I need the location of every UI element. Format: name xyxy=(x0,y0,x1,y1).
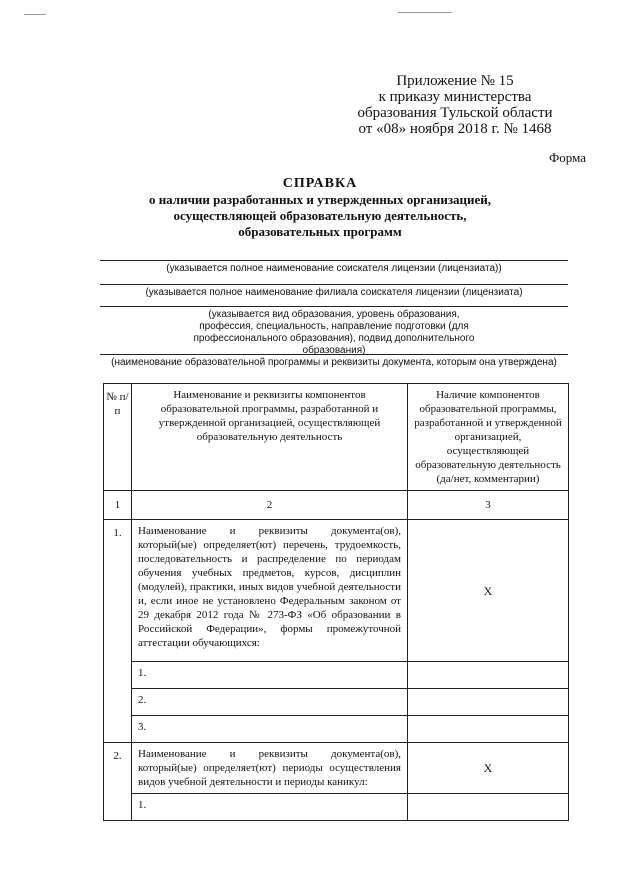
row-number: 2. xyxy=(104,743,132,821)
document-header xyxy=(350,73,560,137)
components-table xyxy=(103,383,569,821)
table-subrow xyxy=(104,662,569,689)
table-header-row xyxy=(104,384,569,491)
subrow-number: 2. xyxy=(132,689,408,716)
header-line: образования Тульской области xyxy=(357,105,553,121)
column-numbers-row xyxy=(104,491,569,520)
title-line: о наличии разработанных и утвержденных организацией, xyxy=(148,192,492,207)
table-row xyxy=(104,743,569,794)
fill-hint: (указывается вид образования, уровень образования, профессия, специальность, направление подготовки (для профессионального образования), подвид дополнительного образования) xyxy=(193,309,475,356)
header-line: от «08» ноября 2018 г. № 1468 xyxy=(358,121,552,137)
subrow-number: 1. xyxy=(132,794,408,821)
table-subrow xyxy=(104,716,569,743)
title-main: СПРАВКА xyxy=(282,176,358,191)
fill-rule xyxy=(100,306,568,307)
row-mark: Х xyxy=(408,520,569,662)
header-components: Наименование и реквизиты компонентов образовательной программы, разработанной и утвержденной организацией, осуществляющей образовательную деятельность xyxy=(132,384,408,491)
scan-mark-left xyxy=(24,14,46,15)
fill-line-education-type xyxy=(100,306,568,357)
column-number: 2 xyxy=(132,491,408,520)
fill-hint: (указывается полное наименование филиала соискателя лицензии (лицензиата) xyxy=(145,287,523,298)
column-number: 1 xyxy=(104,491,132,520)
fill-line-applicant xyxy=(100,260,568,275)
row-description: Наименование и реквизиты документа(ов), который(ые) определяет(ют) периоды осуществления видов учебной деятельности и периоды каникул: xyxy=(132,743,408,794)
forma-label: Форма xyxy=(549,150,586,165)
row-mark: Х xyxy=(408,743,569,794)
fill-hint: (указывается полное наименование соискателя лицензии (лицензиата)) xyxy=(166,263,502,274)
fill-rule xyxy=(100,284,568,285)
table-subrow xyxy=(104,794,569,821)
subrow-value xyxy=(408,794,569,821)
subrow-number: 1. xyxy=(132,662,408,689)
title-line: образовательных программ xyxy=(238,224,402,239)
fill-hint: (наименование образовательной программы и реквизиты документа, которым она утверждена) xyxy=(111,357,557,368)
table-subrow xyxy=(104,689,569,716)
header-line: к приказу министерства xyxy=(378,89,532,105)
scan-mark-center xyxy=(398,12,452,13)
row-description: Наименование и реквизиты документа(ов), который(ые) определяет(ют) перечень, трудоемкость, последовательность и распределение по периодам обучения учебных предметов, курсов, дисциплин (модулей), практики, иных видов учебной деятельности и, если иное не установлено Федеральным законом от 29 декабря 2012 года № 273-ФЗ «Об образовании в Российской Федерации», формы промежуточной аттестации обучающихся: xyxy=(132,520,408,662)
header-number: № п/п xyxy=(104,384,132,491)
fill-line-branch xyxy=(100,284,568,299)
document-title xyxy=(100,176,540,240)
fill-rule xyxy=(100,354,568,355)
column-number: 3 xyxy=(408,491,569,520)
subrow-value xyxy=(408,689,569,716)
header-availability: Наличие компонентов образовательной программы, разработанной и утвержденной организацией, осуществляющей образовательную деятельность (да/нет, комментарии) xyxy=(408,384,569,491)
table-row xyxy=(104,520,569,662)
fill-rule xyxy=(100,260,568,261)
row-number: 1. xyxy=(104,520,132,743)
subrow-value xyxy=(408,716,569,743)
subrow-number: 3. xyxy=(132,716,408,743)
header-line: Приложение № 15 xyxy=(396,73,514,89)
title-line: осуществляющей образовательную деятельность, xyxy=(173,208,467,223)
subrow-value xyxy=(408,662,569,689)
fill-line-program xyxy=(100,354,568,369)
